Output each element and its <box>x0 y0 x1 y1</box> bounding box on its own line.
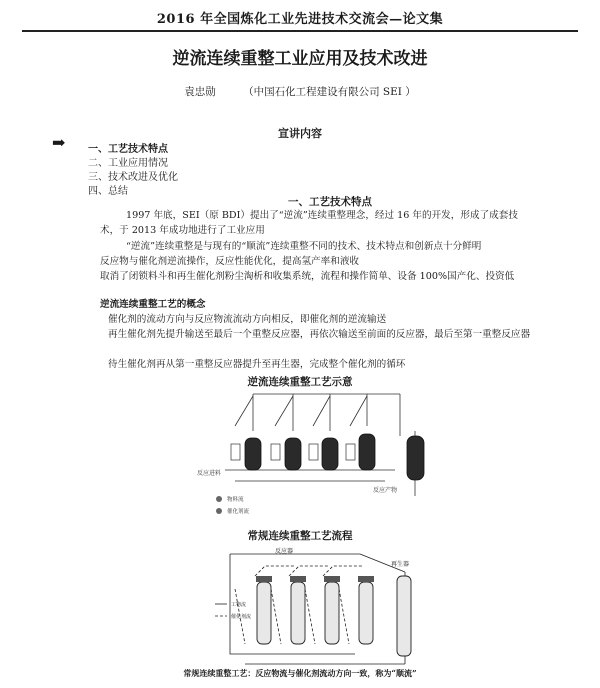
figure2-reactor-label: 反应器 <box>275 548 294 555</box>
figure-caption: 常规连续重整工艺：反应物流与催化剂流动方向一致，称为“顺流” <box>183 668 417 678</box>
header-rule <box>22 30 578 32</box>
figure2-legend-b: 催化剂流 <box>231 614 252 620</box>
reactor-4 <box>359 434 375 470</box>
figure1-legend-material: 物料流 <box>227 497 244 503</box>
conv-reactor-4 <box>359 582 373 644</box>
toc-item-2: 二、工业应用情况 <box>88 158 168 169</box>
figure1-diagram <box>195 386 445 522</box>
legend-dot-material <box>216 496 222 502</box>
figure2-diagram <box>205 544 430 666</box>
regenerator <box>407 436 424 480</box>
paragraph-1: 1997 年底，SEI（原 BDI）提出了“逆流”连续重整理念，经过 16 年的开发，形成了成套技术，于 2013 年成功地进行了工业应用 <box>100 210 518 236</box>
toc-item-1: 一、工艺技术特点 <box>88 144 168 155</box>
toc-item-4: 四、总结 <box>88 186 128 197</box>
figure2-regenerator-label: 再生器 <box>391 561 410 568</box>
figure1-feed-label: 反应进料 <box>197 470 222 477</box>
figure1-legend-catalyst: 催化剂流 <box>227 509 250 515</box>
subsection-title: 一、工艺技术特点 <box>288 196 372 208</box>
conv-reactor-3 <box>325 582 339 644</box>
toc-item-3: 三、技术改进及优化 <box>88 172 178 183</box>
figure1-product-label: 反应产物 <box>373 487 398 494</box>
paragraph-2: “逆流”连续重整是与现有的“顺流”连续重整不同的技术、技术特点和创新点十分鲜明 <box>126 241 482 252</box>
concept-paragraph-2: 再生催化剂先提升输送至最后一个重整反应器，再依次输送至前面的反应器，最后至第一重整反应器 <box>108 329 531 340</box>
figure2-title: 常规连续重整工艺流程 <box>247 530 353 542</box>
conv-reactor-1 <box>257 582 271 644</box>
reactor-1 <box>245 438 261 470</box>
conv-regenerator <box>397 576 411 656</box>
legend-dot-catalyst <box>216 508 222 514</box>
concept-paragraph-1: 催化剂的流动方向与反应物流流动方向相反，即催化剂的逆流输送 <box>108 314 387 325</box>
concept-paragraph-3: 待生催化剂再从第一重整反应器提升至再生器，完成整个催化剂的循环 <box>108 359 406 370</box>
author-affiliation: （中国石化工程建设有限公司 SEI ） <box>243 86 416 98</box>
reactor-2 <box>285 438 301 470</box>
pointer-arrow-icon: ➡ <box>52 133 66 152</box>
conv-reactor-2 <box>291 582 305 644</box>
figure1-title: 逆流连续重整工艺示意 <box>247 376 353 388</box>
paragraph-3: 反应物与催化剂逆流操作，反应性能优化，提高氢产率和液收 <box>100 256 360 267</box>
page-header: 2016 年全国炼化工业先进技术交流会—论文集 <box>156 12 444 27</box>
paper-title: 逆流连续重整工业应用及技术改进 <box>172 49 428 69</box>
section-title: 宣讲内容 <box>278 127 322 140</box>
figure2-legend-a: 工物流 <box>231 602 247 608</box>
paragraph-4: 取消了闭锁料斗和再生催化剂粉尘淘析和收集系统，流程和操作简单、设备 100%国产化、投资低 <box>100 271 515 282</box>
reactor-3 <box>322 438 338 470</box>
concept-heading: 逆流连续重整工艺的概念 <box>100 299 206 310</box>
author-name: 袁忠勋 <box>184 86 216 98</box>
author-line <box>0 84 600 99</box>
